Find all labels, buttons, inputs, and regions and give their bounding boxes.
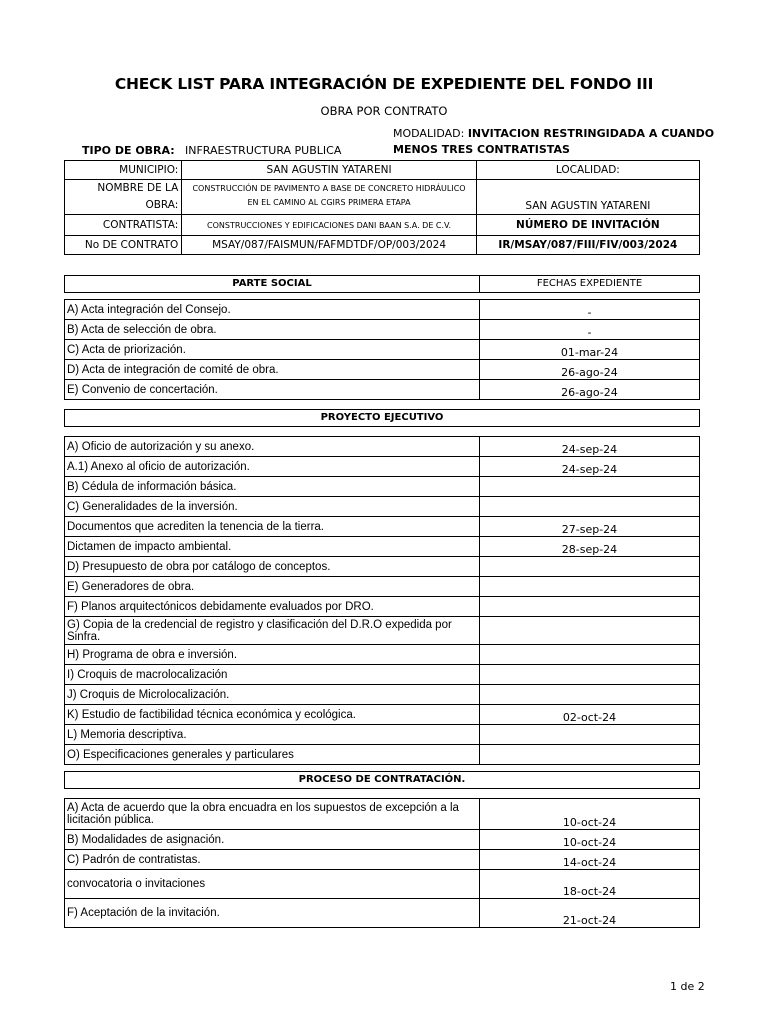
list-item (65, 300, 700, 320)
list-item (65, 745, 700, 765)
item-date: 26-ago-24 (479, 380, 699, 400)
item-label: J) Croquis de Microlocalización. (65, 685, 480, 705)
item-label: B) Modalidades de asignación. (65, 830, 480, 850)
item-date: 02-oct-24 (479, 705, 699, 725)
contratista-label: CONTRATISTA: (65, 215, 182, 236)
item-label: G) Copia de la credencial de registro y clasificación del D.R.O expedida por Sinfra. (65, 617, 480, 645)
item-label: L) Memoria descriptiva. (65, 725, 480, 745)
item-label: F) Aceptación de la invitación. (65, 899, 480, 928)
list-item (65, 457, 700, 477)
item-date (479, 745, 699, 765)
item-label: A.1) Anexo al oficio de autorización. (65, 457, 480, 477)
list-item (65, 597, 700, 617)
item-label: D) Acta de integración de comité de obra. (65, 360, 480, 380)
section-proyecto-ejecutivo (64, 409, 700, 427)
list-item (65, 617, 700, 645)
municipio-label: MUNICIPIO: (65, 161, 182, 180)
item-date: 26-ago-24 (479, 360, 699, 380)
item-label: A) Oficio de autorización y su anexo. (65, 437, 480, 457)
list-item (65, 437, 700, 457)
item-date (479, 597, 699, 617)
list-item (65, 685, 700, 705)
list-item (65, 645, 700, 665)
list-item (65, 799, 700, 830)
item-date: 28-sep-24 (479, 537, 699, 557)
item-label: K) Estudio de factibilidad técnica económica y ecológica. (65, 705, 480, 725)
modalidad-value-2: MENOS TRES CONTRATISTAS (393, 143, 570, 156)
item-date (479, 497, 699, 517)
item-date (479, 617, 699, 645)
list-item (65, 870, 700, 899)
item-date (479, 557, 699, 577)
item-date (479, 645, 699, 665)
header-table (64, 160, 700, 255)
page-subtitle: OBRA POR CONTRATO (320, 104, 448, 118)
nombre-obra-value (182, 180, 476, 215)
list-item (65, 577, 700, 597)
section-title: PROYECTO EJECUTIVO (320, 412, 444, 423)
nombre-label-line-1: NOMBRE DE LA (97, 182, 179, 194)
item-date (479, 477, 699, 497)
list-proyecto-ejecutivo (64, 436, 700, 765)
nombre-obra-label (65, 180, 182, 215)
item-label: Dictamen de impacto ambiental. (65, 537, 480, 557)
item-date: 27-sep-24 (479, 517, 699, 537)
municipio-value: SAN AGUSTIN YATARENI (182, 161, 476, 180)
list-item (65, 665, 700, 685)
section-title: PROCESO DE CONTRATACIÓN. (298, 774, 466, 785)
item-label: E) Convenio de concertación. (65, 380, 480, 400)
modalidad (393, 126, 723, 158)
item-label: A) Acta de acuerdo que la obra encuadra en los supuestos de excepción a la licitación pública. (65, 799, 480, 830)
list-item (65, 360, 700, 380)
item-date: 01-mar-24 (479, 340, 699, 360)
item-label: D) Presupuesto de obra por catálogo de conceptos. (65, 557, 480, 577)
item-label: Documentos que acrediten la tenencia de la tierra. (65, 517, 480, 537)
item-date: 21-oct-24 (479, 899, 699, 928)
item-date: - (479, 300, 699, 320)
section-parte-social (64, 275, 700, 293)
modalidad-value-1: INVITACION RESTRINGIDADA A CUANDO (467, 127, 715, 140)
nombre-label-line-2: OBRA: (145, 199, 179, 211)
item-date: 10-oct-24 (479, 799, 699, 830)
list-item (65, 537, 700, 557)
list-item (65, 830, 700, 850)
page-number: 1 de 2 (670, 980, 705, 993)
list-item (65, 850, 700, 870)
localidad-value: SAN AGUSTIN YATARENI (476, 180, 699, 215)
list-item (65, 497, 700, 517)
item-label: F) Planos arquitectónicos debidamente evaluados por DRO. (65, 597, 480, 617)
invitacion-value: IR/MSAY/087/FIII/FIV/003/2024 (476, 236, 699, 255)
list-item (65, 320, 700, 340)
item-label: E) Generadores de obra. (65, 577, 480, 597)
page-title: CHECK LIST PARA INTEGRACIÓN DE EXPEDIENTE DEL FONDO III (114, 75, 654, 93)
item-label: I) Croquis de macrolocalización (65, 665, 480, 685)
nombre-value-line-1: CONSTRUCCIÓN DE PAVIMENTO A BASE DE CONCRETO HIDRÁULICO (192, 184, 466, 193)
invitacion-label: NÚMERO DE INVITACIÓN (476, 215, 699, 236)
list-item (65, 705, 700, 725)
contrato-label: No DE CONTRATO (65, 236, 182, 255)
item-label: A) Acta integración del Consejo. (65, 300, 480, 320)
item-date: 14-oct-24 (479, 850, 699, 870)
item-date: - (479, 320, 699, 340)
list-item (65, 380, 700, 400)
list-item (65, 557, 700, 577)
list-proceso-contratacion (64, 798, 700, 928)
tipo-obra-value: INFRAESTRUCTURA PUBLICA (185, 144, 342, 157)
item-label: C) Acta de priorización. (65, 340, 480, 360)
list-item (65, 517, 700, 537)
item-date: 10-oct-24 (479, 830, 699, 850)
item-date (479, 685, 699, 705)
list-item (65, 477, 700, 497)
item-date: 24-sep-24 (479, 437, 699, 457)
nombre-value-line-2: EN EL CAMINO AL CGIRS PRIMERA ETAPA (247, 198, 411, 207)
item-label: O) Especificaciones generales y particulares (65, 745, 480, 765)
modalidad-label: MODALIDAD: (393, 127, 465, 140)
contrato-value: MSAY/087/FAISMUN/FAFMDTDF/OP/003/2024 (182, 236, 476, 255)
list-item (65, 899, 700, 928)
list-parte-social (64, 299, 700, 400)
tipo-obra-label: TIPO DE OBRA: (82, 144, 175, 157)
item-date: 24-sep-24 (479, 457, 699, 477)
item-label: convocatoria o invitaciones (65, 870, 480, 899)
contratista-value: CONSTRUCCIONES Y EDIFICACIONES DANI BAAN S.A. DE C.V. (182, 215, 476, 236)
item-label: C) Padrón de contratistas. (65, 850, 480, 870)
localidad-label: LOCALIDAD: (476, 161, 699, 180)
item-date (479, 725, 699, 745)
item-label: B) Cédula de información básica. (65, 477, 480, 497)
item-label: C) Generalidades de la inversión. (65, 497, 480, 517)
list-item (65, 725, 700, 745)
item-label: B) Acta de selección de obra. (65, 320, 480, 340)
item-date: 18-oct-24 (479, 870, 699, 899)
item-date (479, 665, 699, 685)
section-title: PARTE SOCIAL (232, 278, 312, 289)
item-label: H) Programa de obra e inversión. (65, 645, 480, 665)
item-date (479, 577, 699, 597)
section-proceso-contratacion (64, 771, 700, 789)
dates-column-title: FECHAS EXPEDIENTE (479, 276, 699, 292)
list-item (65, 340, 700, 360)
